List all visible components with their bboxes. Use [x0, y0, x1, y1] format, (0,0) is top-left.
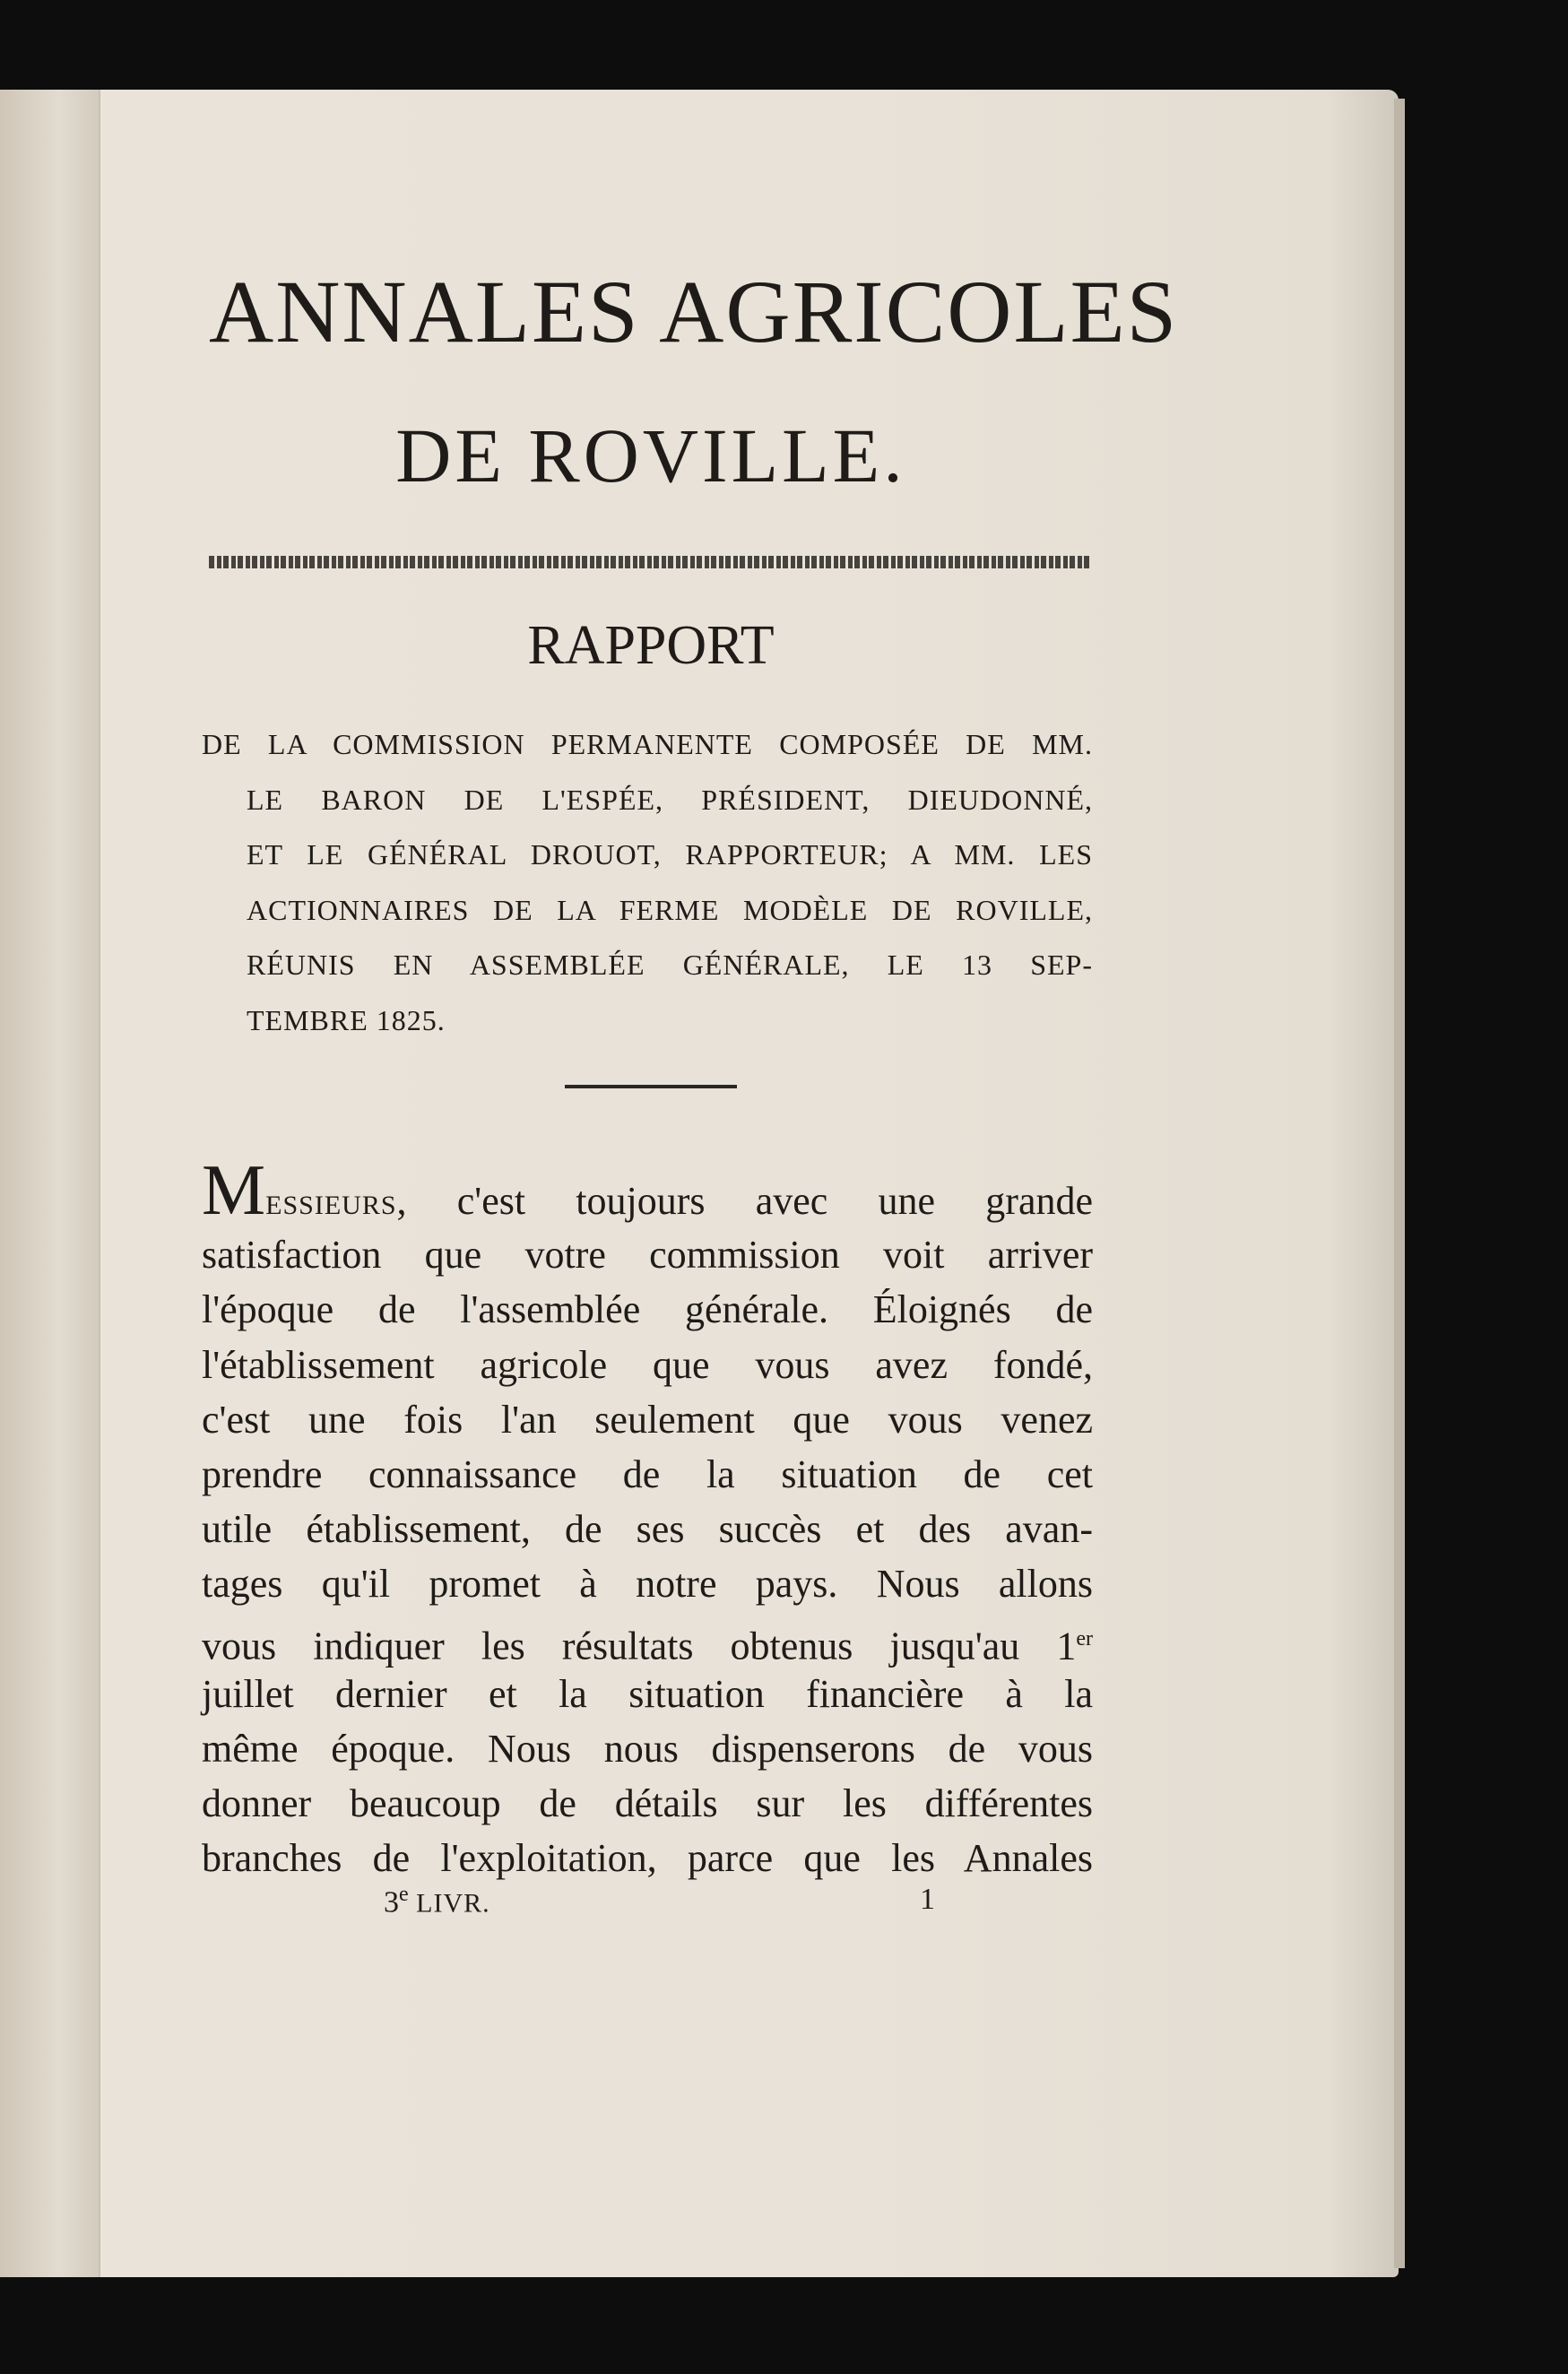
ornamental-rule — [209, 556, 1089, 568]
page-edge — [1394, 99, 1405, 2268]
body-line: l'époque de l'assemblée générale. Éloignés de — [202, 1287, 1093, 1332]
signature-sup: e — [399, 1883, 409, 1906]
heading-line: ACTIONNAIRES DE LA FERME MODÈLE DE ROVILLE, — [247, 893, 1093, 926]
journal-title: ANNALES AGRICOLES — [209, 262, 1179, 361]
body-line: même époque. Nous nous dispenserons de vous — [202, 1726, 1093, 1771]
body-line: donner beaucoup de détails sur les différentes — [202, 1781, 1093, 1826]
journal-subtitle: DE ROVILLE. — [395, 412, 906, 498]
report-heading — [202, 717, 1093, 1048]
signature-mark — [384, 1883, 490, 1919]
signature-label: LIVR. — [416, 1888, 490, 1919]
body-line — [202, 1151, 1093, 1230]
body-text — [202, 1151, 1093, 1885]
book-spine — [0, 90, 100, 2277]
body-line: branches de l'exploitation, parce que les Annales — [202, 1836, 1093, 1881]
heading-line: TEMBRE 1825. — [247, 1003, 446, 1036]
heading-line: RÉUNIS EN ASSEMBLÉE GÉNÉRALE, LE 13 SEP- — [247, 949, 1093, 981]
body-line: utile établissement, de ses succès et des avan- — [202, 1507, 1093, 1552]
heading-line: ET LE GÉNÉRAL DROUOT, RAPPORTEUR; A MM. LES — [247, 838, 1093, 871]
body-line: tages qu'il promet à notre pays. Nous allons — [202, 1562, 1093, 1607]
body-line-text: , c'est toujours avec une grande — [396, 1179, 1093, 1223]
page-number: 1 — [920, 1883, 935, 1916]
heading-line: DE LA COMMISSION PERMANENTE COMPOSÉE DE MM. — [202, 728, 1093, 760]
drop-cap: M — [202, 1151, 266, 1230]
signature-number: 3 — [384, 1885, 399, 1919]
superscript: er — [1076, 1626, 1093, 1651]
body-line: prendre connaissance de la situation de cet — [202, 1451, 1093, 1496]
body-line: l'établissement agricole que vous avez fondé, — [202, 1342, 1093, 1387]
divider-rule — [565, 1085, 737, 1088]
salutation: ESSIEURS — [265, 1191, 397, 1220]
body-line: c'est une fois l'an seulement que vous venez — [202, 1397, 1093, 1442]
body-line: juillet dernier et la situation financière à la — [202, 1671, 1093, 1716]
section-title: RAPPORT — [527, 615, 775, 676]
heading-line: LE BARON DE L'ESPÉE, PRÉSIDENT, DIEUDONNÉ, — [247, 783, 1093, 816]
body-line-text: vous indiquer les résultats obtenus jusqu'au 1 — [202, 1624, 1077, 1668]
body-line: satisfaction que votre commission voit arriver — [202, 1233, 1093, 1278]
body-line — [202, 1612, 1093, 1667]
